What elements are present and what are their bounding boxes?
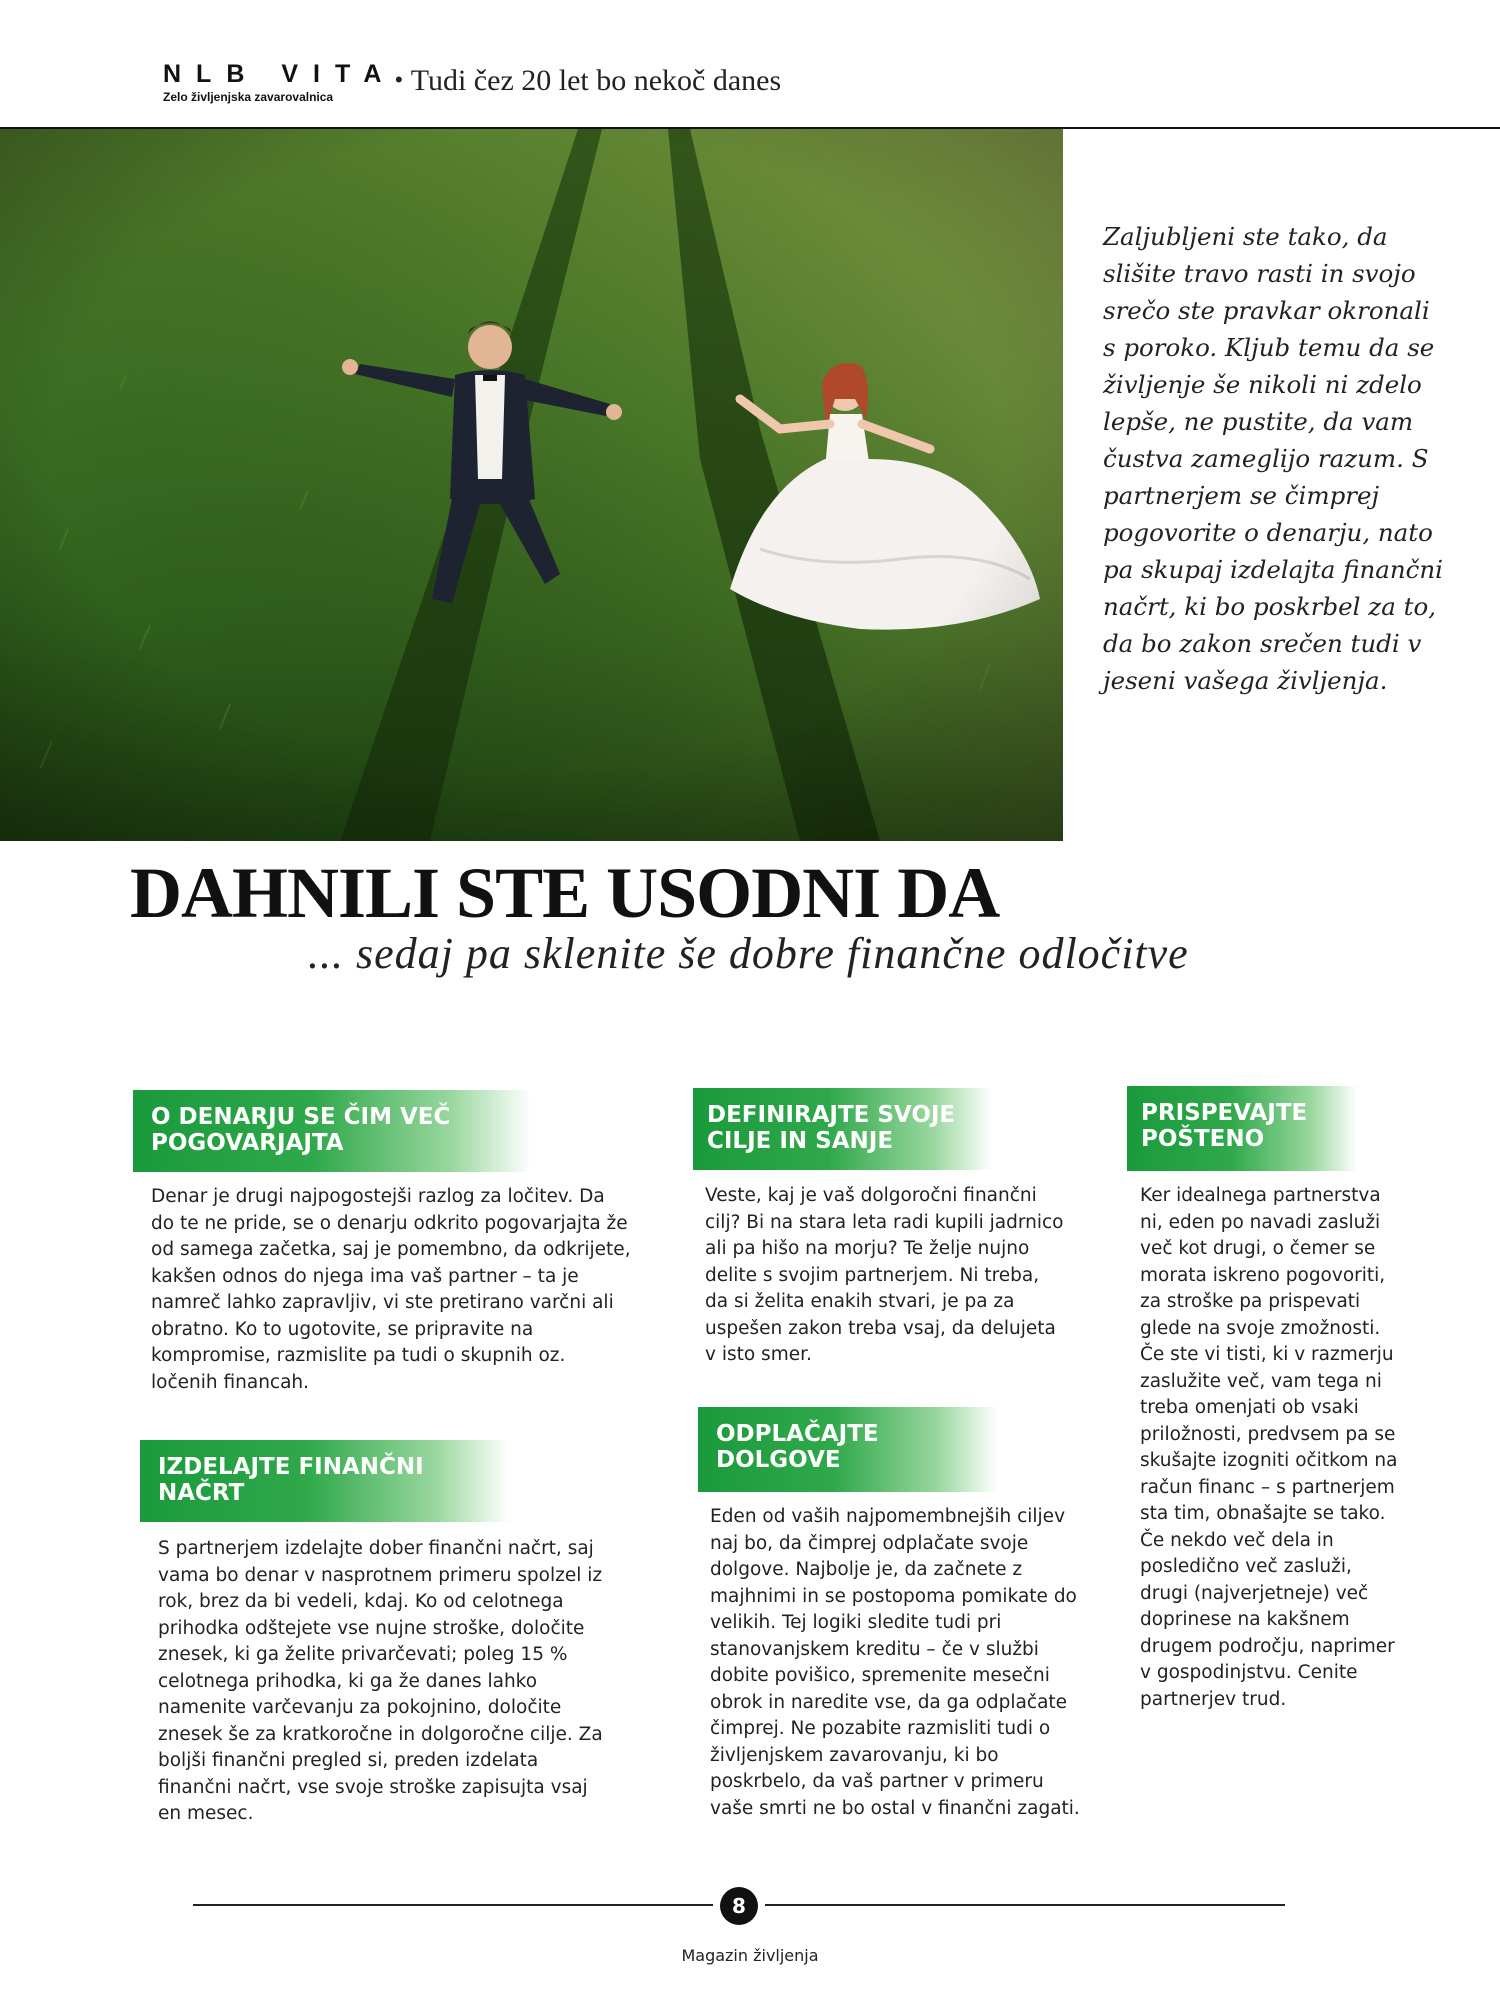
section-body-text: Denar je drugi najpogostejši razlog za ločitev. Da do te ne pride, se o denarju odkrito pogovarjajta že od samega začetka, saj je pomembno, da odkrijete, kakšen odnos do njega ima vaš partner – ta je namreč lahko zapravljiv, vi ste pretirano varčni ali obratno. Ko to ugotovite, se pripravite na kompromise, razmislite pa tudi o skupnih oz. ločenih financah. xyxy=(151,1186,631,1393)
section-title-contribute-fairly xyxy=(1127,1086,1357,1171)
section-body-text: S partnerjem izdelajte dober finančni načrt, saj vama bo denar v nasprotnem primeru spolzel iz rok, brez da bi vedeli, kdaj. Ko od celotnega prihodka odštejete vse nujne stroške, določite znesek, ki ga želite privarčevati; poleg 15 % celotnega prihodka, ki ga že danes lahko namenite varčevanju za pokojnino, določite znesek še za kratkoročne in dolgoročne cilje. Za boljši finančni pregled si, preden izdelata finančni načrt, vse svoje stroške zapisujta vsaj en mesec. xyxy=(158,1538,603,1824)
section-title-text: IZDELAJTE FINANČNI NAČRT xyxy=(158,1454,424,1506)
header-title xyxy=(395,64,781,98)
section-title-text: DEFINIRAJTE SVOJE CILJE IN SANJE xyxy=(707,1102,956,1154)
section-title-financial-plan xyxy=(140,1440,510,1522)
section-title-text: PRISPEVAJTE POŠTENO xyxy=(1141,1100,1308,1152)
section-body-text: Ker idealnega partnerstva ni, eden po navadi zasluži več kot drugi, o čemer se morata iskreno pogovoriti, za stroške pa prispevati glede na svoje zmožnosti. Če ste vi tisti, ki v razmerju zaslužite več, vam tega ni treba omenjati ob vsaki priložnosti, predvsem pa se skušajte izogniti očitkom na račun financ – s partnerjem sta tim, obnašajte se tako. Če nekdo več dela in posledično več zasluži, drugi (najverjetneje) več doprinese na kakšnem drugem področju, naprimer v gospodinjstvu. Cenite partnerjev trud. xyxy=(1140,1185,1398,1710)
footer-line-right xyxy=(765,1904,1285,1906)
section-title-goals-dreams xyxy=(693,1088,993,1170)
subheadline: ... sedaj pa sklenite še dobre finančne odločitve xyxy=(308,929,1189,978)
brand-logo xyxy=(163,60,396,104)
section-title-text: ODPLAČAJTE DOLGOVE xyxy=(716,1421,879,1473)
page-number: 8 xyxy=(720,1887,758,1925)
section-title-talk-about-money xyxy=(133,1090,531,1172)
section-body-text: Eden od vaših najpomembnejših ciljev naj bo, da čimprej odplačate svoje dolgove. Najbolje je, da začnete z majhnimi in se postopoma pomikate do velikih. Tej logiki sledite tudi pri stanovanjskem kreditu – če v službi dobite povišico, spremenite mesečni obrok in naredite vse, da ga odplačate čimprej. Ne pozabite razmisliti tudi o življenjskem zavarovanju, ki bo poskrbelo, da vaš partner v primeru vaše smrti ne bo ostal v finančni zagati. xyxy=(710,1506,1080,1819)
section-body-financial-plan xyxy=(158,1536,616,1828)
footer-line-left xyxy=(193,1904,713,1906)
brand-subtitle: Zelo življenjska zavarovalnica xyxy=(163,90,334,104)
section-title-repay-debts xyxy=(698,1407,998,1492)
section-body-text: Veste, kaj je vaš dolgoročni finančni cilj? Bi na stara leta radi kupili jadrnico ali pa hišo na morju? Te želje nujno delite s svojim partnerjem. Ni treba, da si želita enakih stvari, je pa za uspešen zakon treba vsaj, da delujeta v isto smer. xyxy=(705,1185,1064,1365)
brand-name: NLB VITA xyxy=(163,60,397,88)
section-body-contribute-fairly xyxy=(1140,1183,1402,1713)
wedding-photo xyxy=(0,129,1063,841)
section-title-text: O DENARJU SE ČIM VEČ POGOVARJAJTA xyxy=(151,1104,451,1156)
section-body-goals-dreams xyxy=(705,1183,1065,1369)
section-body-talk-about-money xyxy=(151,1184,633,1396)
header-bullet: • xyxy=(395,67,403,92)
header-title-text: Tudi čez 20 let bo nekoč danes xyxy=(410,64,782,97)
intro-paragraph: Zaljubljeni ste tako, da slišite travo rasti in svojo srečo ste pravkar okronali s poroko. Kljub temu da se življenje še nikoli ni zdelo lepše, ne pustite, da vam čustva zameglijo razum. S partnerjem se čimprej pogovorite o denarju, nato pa skupaj izdelajta finančni načrt, ki bo poskrbel za to, da bo zakon srečen tudi v jeseni vašega življenja. xyxy=(1103,222,1443,695)
magazine-name: Magazin življenja xyxy=(681,1946,819,1965)
headline: DAHNILI STE USODNI DA xyxy=(130,853,1000,933)
section-body-repay-debts xyxy=(710,1504,1090,1822)
